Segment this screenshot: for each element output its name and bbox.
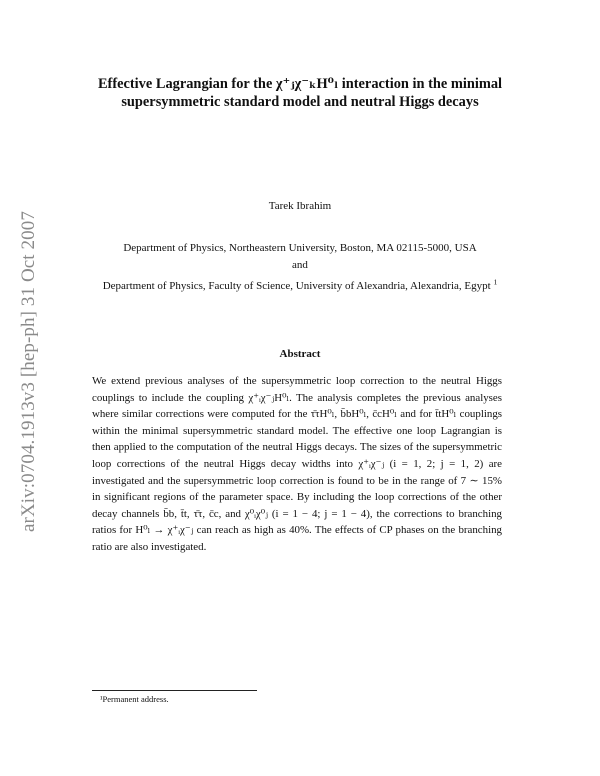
abstract-body: We extend previous analyses of the supersymmetric loop correction to the neutral Higgs couplings to include the coupling χ⁺ᵢχ⁻ⱼH⁰ₗ. The analysis completes the previous analyses where similar corrections were computed for the τ̄τH⁰ₗ, b̄bH⁰ₗ, c̄cH⁰ₗ and for t̄tH⁰ₗ couplings within the minimal supersymmetric standard model. The effective one loop Lagrangian is then applied to the computation of the neutral Higgs decays. The sizes of the supersymmetric loop corrections of the neutral Higgs decay widths into χ⁺ᵢχ⁻ⱼ (i = 1, 2; j = 1, 2) are investigated and the supersymmetric loop correction is found to be in the range of 7 ∼ 15% in significant regions of the parameter space. By including the loop corrections of the other decay channels b̄b, t̄t, τ̄τ, c̄c, and χ⁰ᵢχ⁰ⱼ (i = 1 − 4; j = 1 − 4), the corrections to branching ratios for H⁰ₗ → χ⁺ᵢχ⁻ⱼ can reach as high as 40%. The effects of CP phases on the branching ratio are also investigated.	[92, 375, 502, 553]
abstract-heading: Abstract	[279, 348, 321, 360]
arxiv-identifier-stamp: arXiv:0704.1913v3 [hep-ph] 31 Oct 2007	[18, 211, 39, 532]
affiliation-alexandria-text: Department of Physics, Faculty of Science, University of Alexandria, Alexandria, Egypt	[102, 280, 491, 292]
footnote-rule	[92, 690, 257, 691]
footnote-marker: 1	[493, 277, 498, 287]
affiliation-northeastern: Department of Physics, Northeastern University, Boston, MA 02115-5000, USA	[123, 242, 477, 254]
affiliation-alexandria	[88, 278, 512, 294]
affiliation-separator: and	[292, 259, 308, 271]
paper-title: Effective Lagrangian for the χ⁺ⱼχ⁻ₖH⁰ₗ interaction in the minimal supersymmetric standard model and neutral Higgs decays	[97, 76, 503, 110]
author-name: Tarek Ibrahim	[268, 200, 332, 212]
footnote-permanent-address: ¹Permanent address.	[100, 694, 169, 704]
